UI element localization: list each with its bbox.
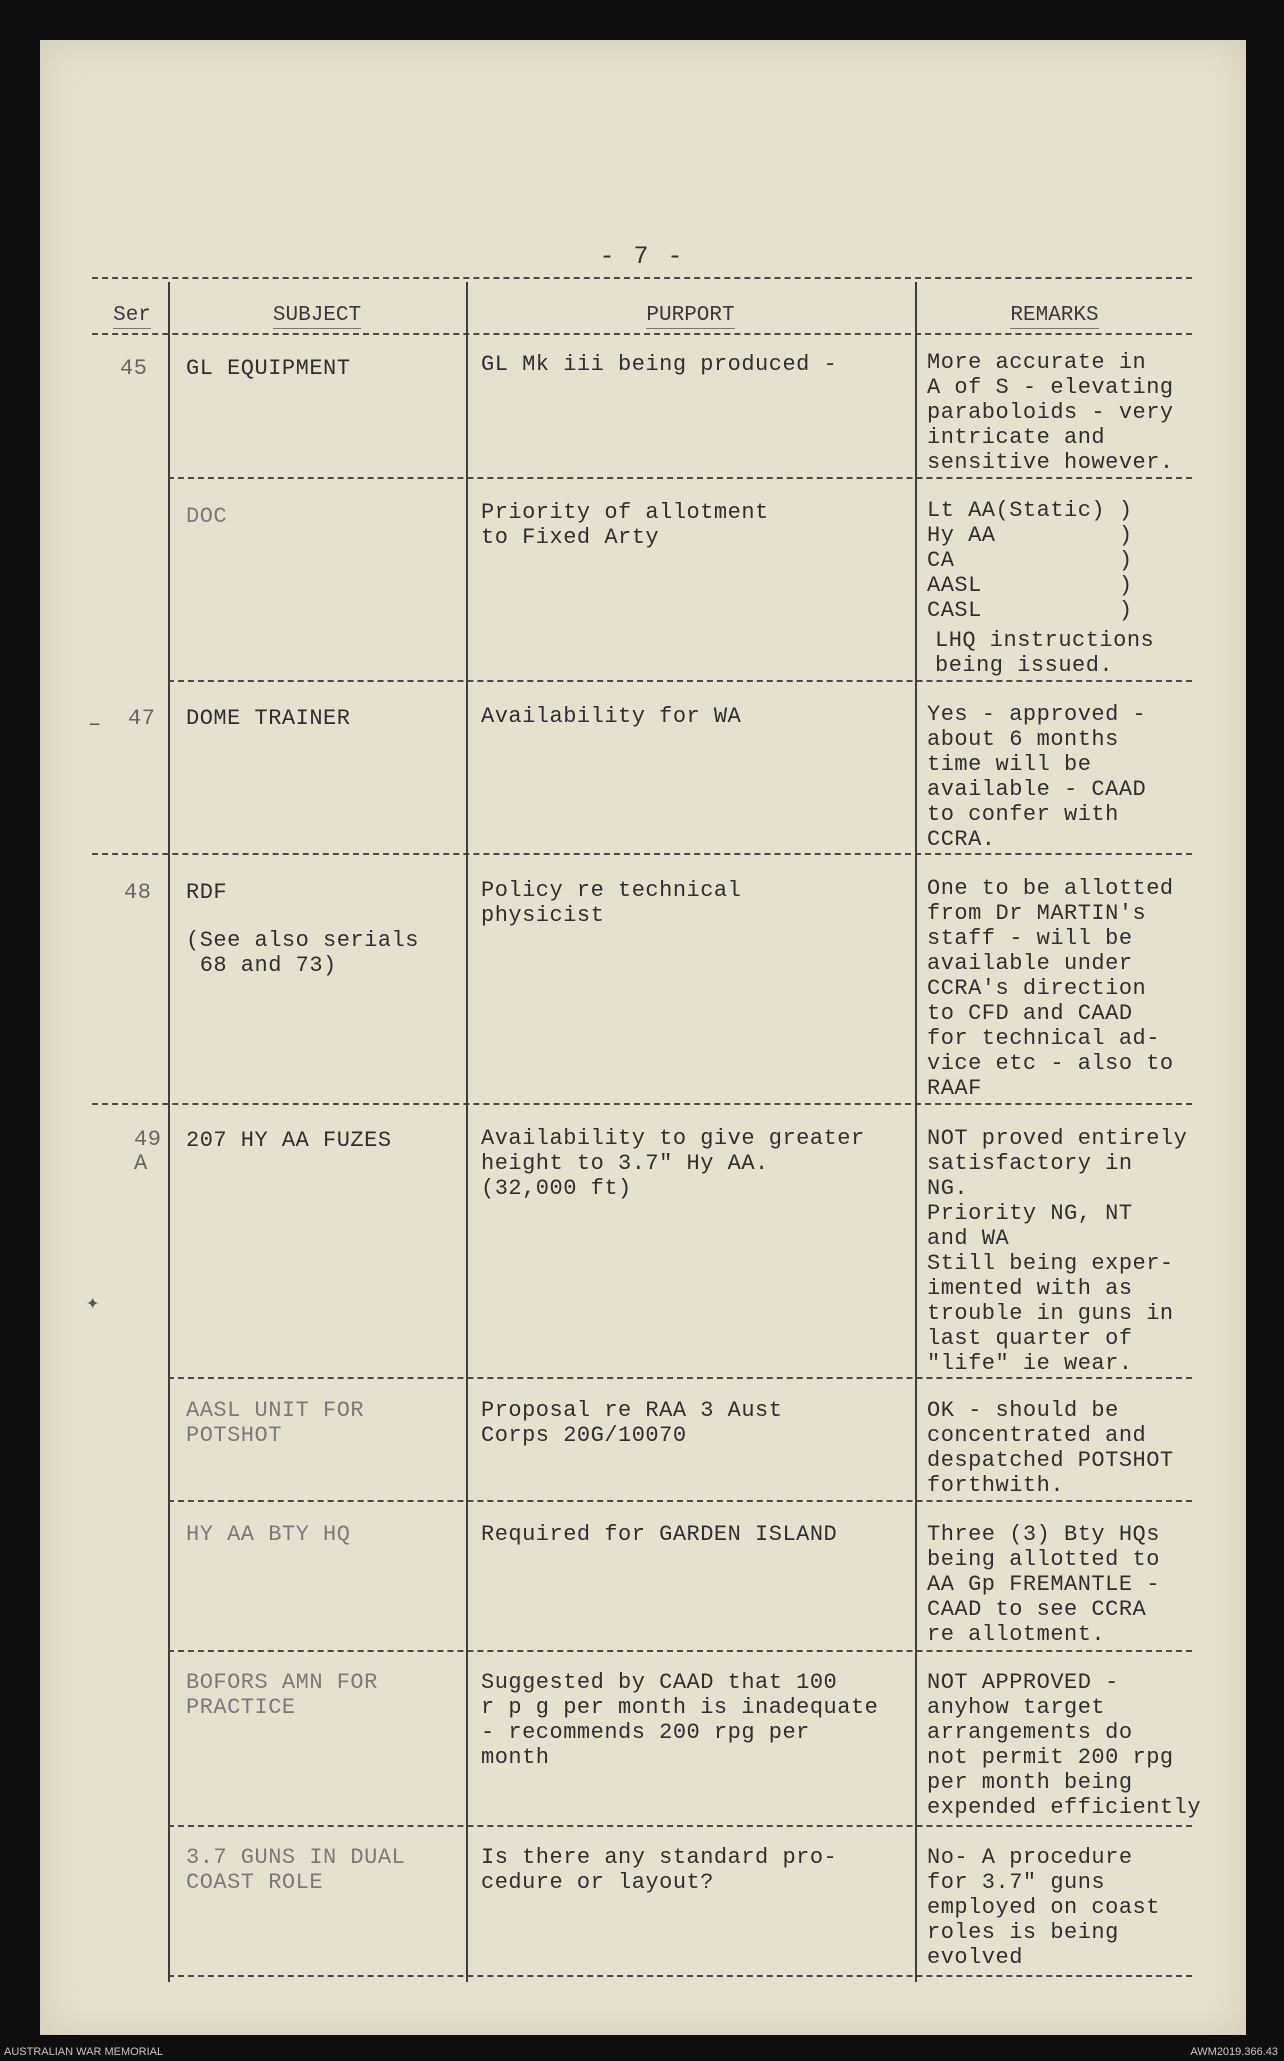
- header-rule: [92, 333, 1192, 335]
- row-ser: 49 A: [134, 1127, 162, 1176]
- row-divider: [168, 680, 1192, 682]
- footer-reference: AWM2019.366.43: [1190, 2046, 1278, 2058]
- footer-source: AUSTRALIAN WAR MEMORIAL: [4, 2046, 164, 2058]
- row-subject: RDF: [186, 880, 228, 905]
- row-subject: AASL UNIT FOR POTSHOT: [186, 1398, 365, 1448]
- row-purport: Policy re technical physicist: [481, 878, 742, 928]
- header-ser: Ser: [113, 304, 151, 327]
- row-subject: 3.7 GUNS IN DUAL COAST ROLE: [186, 1845, 406, 1895]
- row-subject: BOFORS AMN FOR PRACTICE: [186, 1670, 378, 1720]
- row-remarks-note: LHQ instructions being issued.: [935, 628, 1155, 678]
- row-remarks: Lt AA(Static) ) Hy AA ) CA ) AASL ) CASL ): [927, 498, 1133, 623]
- row-purport: Proposal re RAA 3 Aust Corps 20G/10070: [481, 1398, 783, 1448]
- row-remarks: Yes - approved - about 6 months time will be available - CAAD to confer with CCRA.: [927, 702, 1147, 852]
- row-subject: DOC: [186, 504, 228, 529]
- row-divider: [168, 1377, 1192, 1379]
- row-remarks: No- A procedure for 3.7" guns employed on coast roles is being evolved: [927, 1845, 1160, 1970]
- column-divider: [915, 282, 917, 1982]
- row-remarks: OK - should be concentrated and despatched POTSHOT forthwith.: [927, 1398, 1174, 1498]
- row-remarks: NOT APPROVED - anyhow target arrangements do not permit 200 rpg per month being expended efficiently: [927, 1670, 1202, 1820]
- margin-tick-mark: –: [88, 712, 102, 737]
- row-divider: [168, 1825, 1192, 1827]
- row-remarks: More accurate in A of S - elevating paraboloids - very intricate and sensitive however.: [927, 350, 1174, 475]
- row-divider: [168, 477, 1192, 479]
- table-top-rule: [92, 277, 1192, 279]
- row-purport: Priority of allotment to Fixed Arty: [481, 500, 769, 550]
- page-number: - 7 -: [599, 242, 685, 271]
- row-ser: 48: [124, 880, 152, 905]
- row-purport: GL Mk iii being produced -: [481, 352, 838, 377]
- row-purport: Availability for WA: [481, 704, 742, 729]
- header-subject: SUBJECT: [272, 304, 362, 327]
- row-ser: 45: [120, 356, 148, 381]
- row-ser: 47: [128, 706, 156, 731]
- column-divider: [168, 282, 170, 1982]
- row-purport: Is there any standard pro- cedure or layout?: [481, 1845, 838, 1895]
- row-purport: Suggested by CAAD that 100 r p g per month is inadequate - recommends 200 rpg per month: [481, 1670, 879, 1770]
- row-subject: GL EQUIPMENT: [186, 356, 351, 381]
- row-subject-note: (See also serials 68 and 73): [186, 928, 419, 978]
- row-subject: DOME TRAINER: [186, 706, 351, 731]
- row-remarks: Three (3) Bty HQs being allotted to AA Gp FREMANTLE - CAAD to see CCRA re allotment.: [927, 1522, 1160, 1647]
- row-divider: [168, 1500, 1192, 1502]
- row-divider: [168, 1650, 1192, 1652]
- row-divider: [92, 853, 1192, 855]
- header-remarks: REMARKS: [1010, 304, 1099, 327]
- header-purport: PURPORT: [646, 304, 735, 327]
- row-purport: Availability to give greater height to 3.7" Hy AA. (32,000 ft): [481, 1126, 865, 1201]
- row-divider: [92, 1103, 1192, 1105]
- row-remarks: NOT proved entirely satisfactory in NG. Priority NG, NT and WA Still being exper- imented with as trouble in guns in last quarter of "life" ie wear.: [927, 1126, 1188, 1376]
- table-bottom-rule: [168, 1975, 1192, 1977]
- row-subject: HY AA BTY HQ: [186, 1522, 351, 1547]
- row-purport: Required for GARDEN ISLAND: [481, 1522, 838, 1547]
- row-subject: 207 HY AA FUZES: [186, 1128, 392, 1153]
- column-divider: [466, 282, 468, 1982]
- row-remarks: One to be allotted from Dr MARTIN's staff - will be available under CCRA's direction to CFD and CAAD for technical ad- vice etc - also to RAAF: [927, 876, 1174, 1101]
- punch-hole-mark: ✦: [86, 1291, 100, 1316]
